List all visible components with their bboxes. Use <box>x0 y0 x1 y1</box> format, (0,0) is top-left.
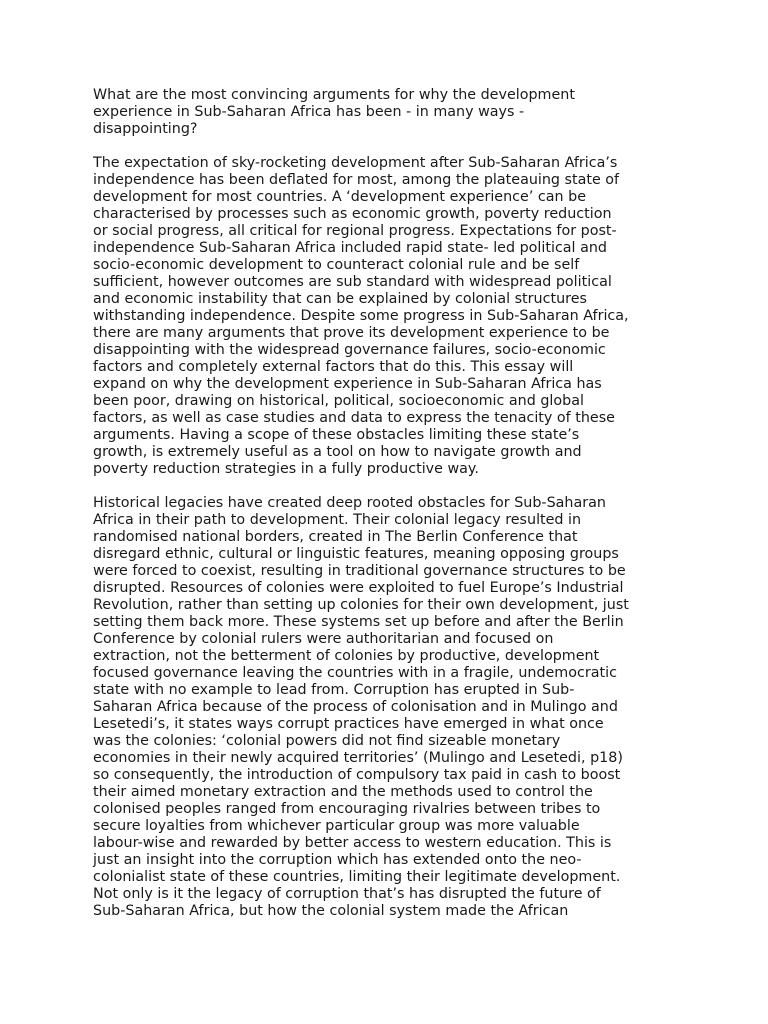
text-line: so consequently, the introduction of compulsory tax paid in cash to boost <box>93 767 621 783</box>
text-line: expand on why the development experience in Sub-Saharan Africa has <box>93 376 602 392</box>
text-line: Not only is it the legacy of corruption that’s has disrupted the future of <box>93 886 601 902</box>
text-line: sufficient, however outcomes are sub standard with widespread political <box>93 274 612 290</box>
text-line: randomised national borders, created in The Berlin Conference that <box>93 529 578 545</box>
text-line: growth, is extremely useful as a tool on how to navigate growth and <box>93 444 582 460</box>
text-line: focused governance leaving the countries with in a fragile, undemocratic <box>93 665 617 681</box>
document-body <box>93 87 678 937</box>
text-line: were forced to coexist, resulting in traditional governance structures to be <box>93 563 626 579</box>
text-line: extraction, not the betterment of colonies by productive, development <box>93 648 600 664</box>
text-line: disappointing with the widespread governance failures, socio-economic <box>93 342 606 358</box>
text-line: state with no example to lead from. Corruption has erupted in Sub- <box>93 682 575 698</box>
text-line: characterised by processes such as economic growth, poverty reduction <box>93 206 612 222</box>
text-line: colonised peoples ranged from encouraging rivalries between tribes to <box>93 801 601 817</box>
text-line: Historical legacies have created deep rooted obstacles for Sub-Saharan <box>93 495 606 511</box>
text-line: or social progress, all critical for regional progress. Expectations for post- <box>93 223 617 239</box>
text-line: Conference by colonial rulers were authoritarian and focused on <box>93 631 554 647</box>
text-line: been poor, drawing on historical, political, socioeconomic and global <box>93 393 584 409</box>
text-line: and economic instability that can be explained by colonial structures <box>93 291 587 307</box>
text-line: What are the most convincing arguments for why the development <box>93 87 575 103</box>
text-line: disrupted. Resources of colonies were exploited to fuel Europe’s Industrial <box>93 580 624 596</box>
text-line: colonialist state of these countries, limiting their legitimate development. <box>93 869 621 885</box>
text-line: withstanding independence. Despite some progress in Sub-Saharan Africa, <box>93 308 629 324</box>
text-line: development for most countries. A ‘development experience’ can be <box>93 189 587 205</box>
text-line: Africa in their path to development. Their colonial legacy resulted in <box>93 512 582 528</box>
text-line: Sub-Saharan Africa, but how the colonial system made the African <box>93 903 569 919</box>
text-line: just an insight into the corruption which has extended onto the neo- <box>93 852 582 868</box>
text-line: experience in Sub-Saharan Africa has been - in many ways - <box>93 104 525 120</box>
text-line: factors and completely external factors that do this. This essay will <box>93 359 574 375</box>
paragraph-introduction <box>93 155 678 478</box>
text-line: there are many arguments that prove its development experience to be <box>93 325 610 341</box>
text-line: setting them back more. These systems set up before and after the Berlin <box>93 614 624 630</box>
text-line: poverty reduction strategies in a fully productive way. <box>93 461 479 477</box>
text-line: economies in their newly acquired territories’ (Mulingo and Lesetedi, p18) <box>93 750 623 766</box>
text-line: labour-wise and rewarded by better access to western education. This is <box>93 835 612 851</box>
text-line: their aimed monetary extraction and the methods used to control the <box>93 784 593 800</box>
text-line: Revolution, rather than setting up colonies for their own development, just <box>93 597 629 613</box>
paragraph-historical-legacies <box>93 495 678 920</box>
text-line: Saharan Africa because of the process of colonisation and in Mulingo and <box>93 699 618 715</box>
text-line: factors, as well as case studies and data to express the tenacity of these <box>93 410 615 426</box>
text-line: independence has been deflated for most, among the plateauing state of <box>93 172 620 188</box>
text-line: Lesetedi’s, it states ways corrupt practices have emerged in what once <box>93 716 604 732</box>
text-line: disappointing? <box>93 121 198 137</box>
text-line: arguments. Having a scope of these obstacles limiting these state’s <box>93 427 580 443</box>
text-line: The expectation of sky-rocketing development after Sub-Saharan Africa’s <box>93 155 618 171</box>
essay-question <box>93 87 678 138</box>
text-line: disregard ethnic, cultural or linguistic features, meaning opposing groups <box>93 546 619 562</box>
text-line: independence Sub-Saharan Africa included rapid state- led political and <box>93 240 607 256</box>
text-line: socio-economic development to counteract colonial rule and be self <box>93 257 580 273</box>
text-line: secure loyalties from whichever particular group was more valuable <box>93 818 580 834</box>
text-line: was the colonies: ‘colonial powers did not find sizeable monetary <box>93 733 561 749</box>
